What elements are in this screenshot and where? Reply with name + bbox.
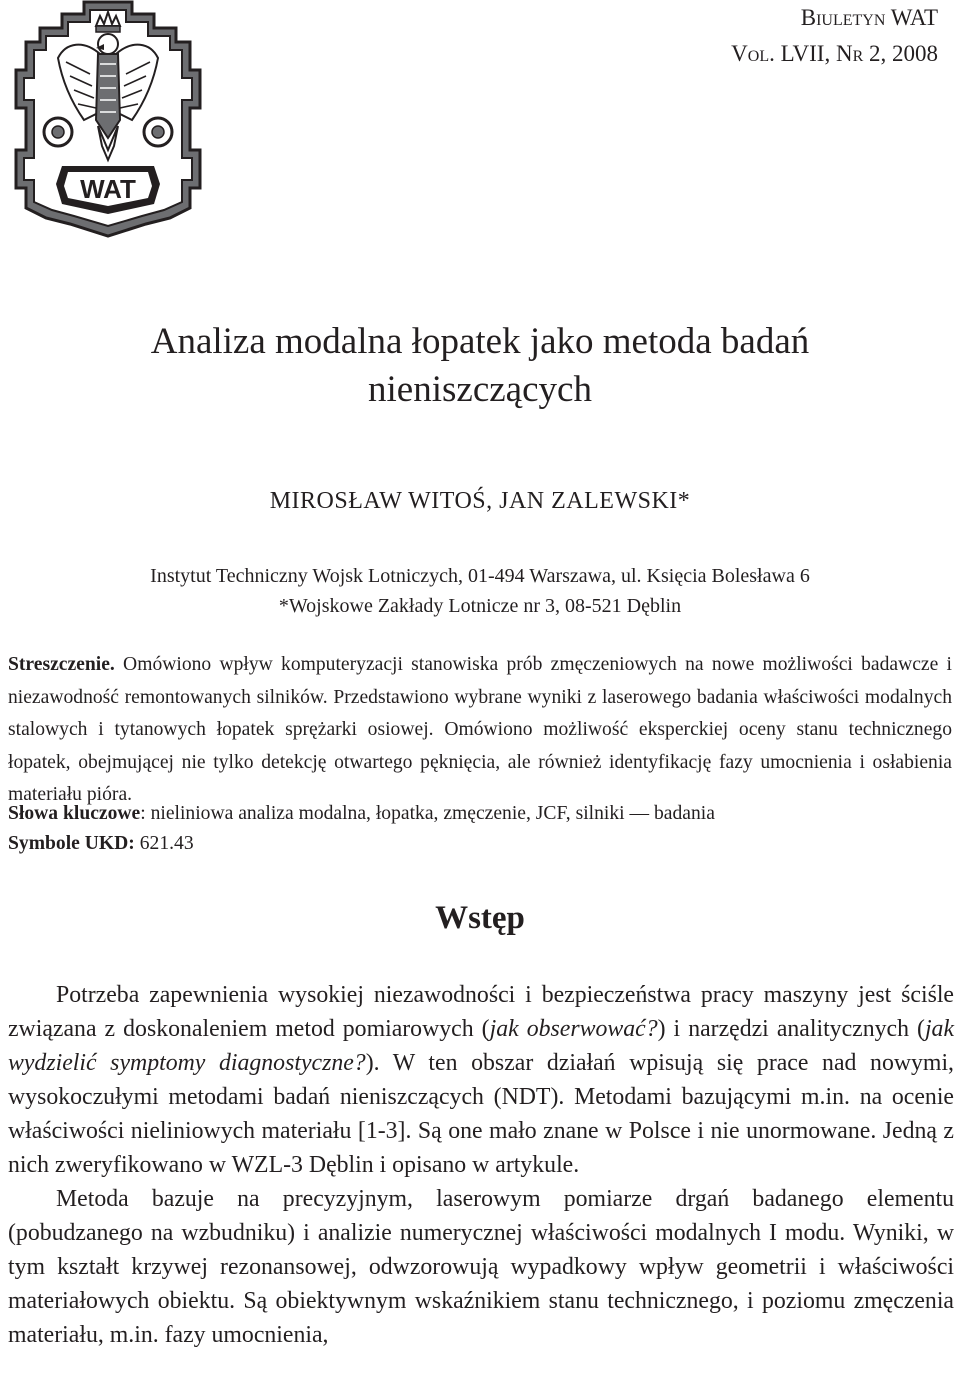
- wat-eagle-emblem-icon: [14, 0, 202, 240]
- journal-name: Biuletyn WAT: [800, 5, 938, 30]
- keywords-text: : nieliniowa analiza modalna, łopatka, zmęczenie, JCF, silniki — badania: [140, 803, 715, 824]
- body-text: [8, 978, 954, 1352]
- keywords-label: Słowa kluczowe: [8, 803, 141, 824]
- authors: MIROSŁAW WITOŚ, JAN ZALEWSKI*: [269, 488, 691, 514]
- paragraph-2: Metoda bazuje na precyzyjnym, laserowym pomiarze drgań badanego elementu (pobudzanego na wzbudniku) i analizie numerycznej właściwości modalnych I modu. Wyniki, w tym kształt krzywej rezonansowej, odwzorowują wypadkowy wpływ geometrii i właściwości materiałowych obiektu. Są obiektywnym wskaźnikiem stanu technicznego, i poziomu zmęczenia materiału, m.in. fazy umocnienia,: [8, 1186, 954, 1348]
- abstract-label: Streszczenie.: [8, 654, 115, 675]
- article-title: [0, 318, 960, 414]
- affiliation-1: Instytut Techniczny Wojsk Lotniczych, 01-494 Warszawa, ul. Księcia Bolesława 6: [150, 565, 810, 587]
- ukd-text: 621.43: [134, 833, 194, 854]
- ukd-symbols: [8, 829, 952, 859]
- section-heading: Wstęp: [435, 900, 525, 936]
- title-line-2: nieniszczących: [368, 369, 592, 410]
- paragraph-1: Potrzeba zapewnienia wysokiej niezawodności i bezpieczeństwa pracy maszyny jest ściśle związana z doskonaleniem metod pomiarowych (jak obserwować?) i narzędzi analitycznych (jak wydzielić symptomy diagnostyczne?). W ten obszar działań wpisują się prace nad nowymi, wysokoczułymi metodami badań nieniszczących (NDT). Metodami bazującymi m.in. na ocenie właściwości nieliniowych materiału [1-3]. Są one mało znane w Polsce i nie unormowane. Jedną z nich zweryfikowano w WZL-3 Dęblin i opisano w artykule.: [8, 982, 955, 1178]
- keywords: [8, 799, 952, 829]
- journal-volume: Vol. LVII, Nr 2, 2008: [731, 41, 938, 66]
- abstract-text: Omówiono wpływ komputeryzacji stanowiska prób zmęczeniowych na nowe możliwości badawcze i niezawodność remontowanych silników. Przedstawiono wybrane wyniki z laserowego badania właściwości modalnych stalowych i tytanowych łopatek sprężarki osiowej. Omówiono możliwość eksperckiej oceny stanu technicznego łopatek, obejmującej nie tylko detekcję otwartego pęknięcia, ale również identyfikację fazy umocnienia i osłabienia materiału pióra.: [8, 654, 952, 805]
- journal-header: [731, 0, 938, 72]
- abstract: [8, 649, 952, 812]
- logo-text: WAT: [80, 174, 136, 204]
- ukd-label: Symbole UKD:: [8, 833, 135, 854]
- title-line-1: Analiza modalna łopatek jako metoda badań: [150, 321, 810, 362]
- affiliation-2: *Wojskowe Zakłady Lotnicze nr 3, 08-521 Dęblin: [278, 595, 682, 617]
